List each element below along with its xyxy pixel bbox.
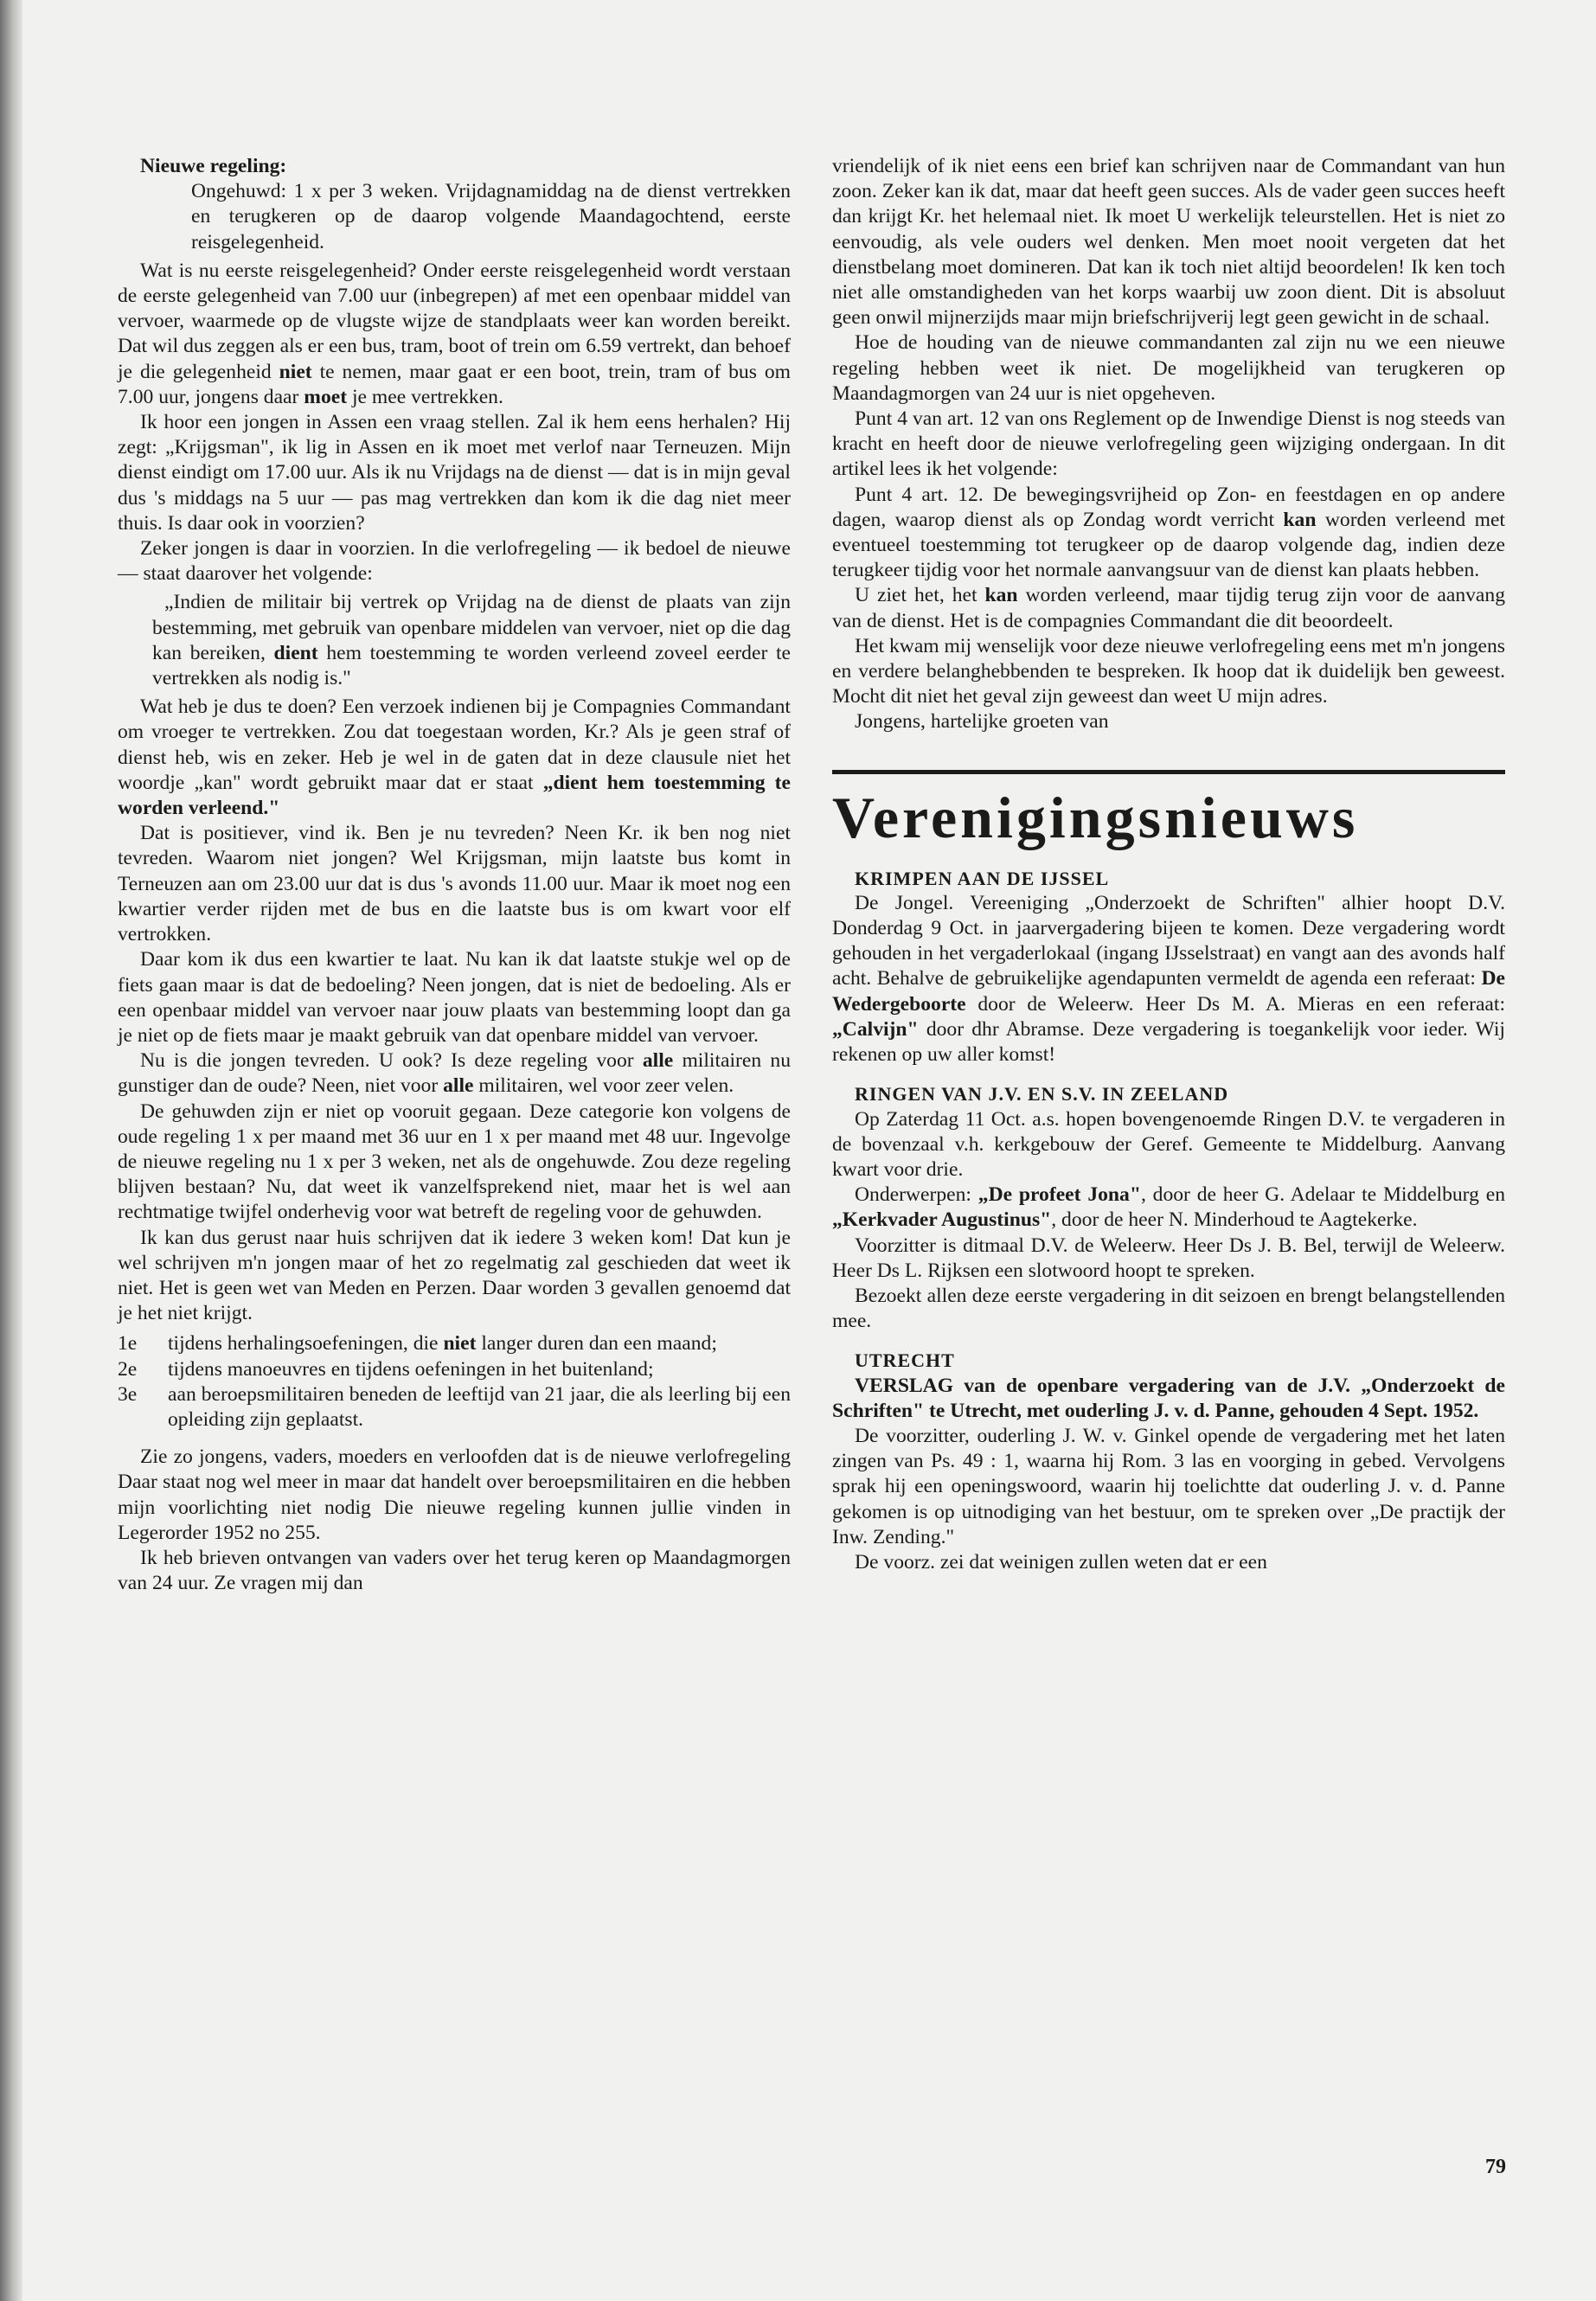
paragraph: Het kwam mij wenselijk voor deze nieuwe verlofregeling eens met m'n jongens en verdere belanghebbenden te bespreken. Ik hoop dat ik duidelijk ben geweest. Mocht dit niet het geval zijn geweest dan weet U mijn adres. <box>832 634 1505 708</box>
paragraph: vriendelijk of ik niet eens een brief kan schrijven naar de Commandant van hun zoon. Zeker kan ik dat, maar dat heeft geen succes. Als de vader geen succes heeft dan krijgt Kr. het helemaal niet. Ik moet U werkelijk teleurstellen. Het is niet zo eenvoudig, als vele ouders wel denken. Men moet nooit vergeten dat het dienstbelang moet domineren. Dat kan ik toch niet altijd beoordelen! Ik ken toch niet alle omstandigheden van het korps waarbij uw zoon dient. Dit is absoluut geen onwil mijnerzijds maar mijn briefschrijverij legt geen gewicht in de schaal. <box>832 155 1505 330</box>
section-title: KRIMPEN AAN DE IJSSEL <box>855 867 1110 889</box>
section-title: RINGEN VAN J.V. EN S.V. IN ZEELAND <box>855 1083 1229 1106</box>
right-column <box>832 154 1505 1575</box>
list-item: 1e tijdens herhalingsoefeningen, die niet langer duren dan een maand; <box>118 1332 717 1356</box>
paragraph: De voorz. zei dat weinigen zullen weten dat er een <box>855 1550 1267 1574</box>
paragraph: Wat heb je dus te doen? Een verzoek indienen bij je Compagnies Commandant om vroeger te vertrekken. Zou dat toegestaan worden, Kr.? Als je geen straf of dienst heb, wis en zeker. Heb je wel in de gaten dat in deze clausule niet het woordje „kan" wordt gebruikt maar dat er staat „dient hem toestemming te worden verleend." <box>118 695 791 820</box>
paragraph: U ziet het, het kan worden verleend, maar tijdig terug zijn voor de aanvang van de dienst. Het is de compagnies Commandant die dit beoordeelt. <box>832 584 1505 632</box>
paragraph: Op Zaterdag 11 Oct. a.s. hopen bovengenoemde Ringen D.V. te vergaderen in de bovenzaal v.h. kerkgebouw der Geref. Gemeente te Middelburg. Aanvang kwart voor drie. <box>832 1107 1505 1181</box>
masthead-title: Verenigingsnieuws <box>832 784 1359 850</box>
paragraph: Voorzitter is ditmaal D.V. de Weleerw. Heer Ds J. B. Bel, terwijl de Weleerw. Heer Ds L. Rijksen een slotwoord hoopt te spreken. <box>832 1234 1505 1282</box>
section-divider <box>832 770 1505 774</box>
paragraph: Daar kom ik dus een kwartier te laat. Nu kan ik dat laatste stukje wel op de fiets gaan maar is dat de bedoeling? Neen jongen, dat is niet de bedoeling. Als er een openbaar middel van vervoer naar jouw plaats van bestemming loopt dan ga je niet op de fiets maar je maakt gebruik van dat openbare middel van vervoer. <box>118 948 791 1047</box>
left-column <box>118 154 791 1596</box>
section-title: UTRECHT <box>855 1349 955 1372</box>
paragraph: Hoe de houding van de nieuwe commandanten zal zijn nu we een nieuwe regeling hebben weet ik niet. De mogelijkheid van terugkeren op Maandagmorgen van 24 uur is niet opgeheven. <box>832 331 1505 405</box>
section-heading: Nieuwe regeling: <box>140 155 287 177</box>
paragraph: Ik hoor een jongen in Assen een vraag stellen. Zal ik hem eens herhalen? Hij zegt: „Krijgsman", ik lig in Assen en ik moet met verlof naar Terneuzen. Mijn dienst eindigt om 17.00 uur. Als ik nu Vrijdags na de dienst — dat is in mijn geval dus 's middags na 5 uur — pas mag vertrekken dan kom ik die dag niet meer thuis. Is daar ook in voorzien? <box>118 411 791 535</box>
paragraph: Dat is positiever, vind ik. Ben je nu tevreden? Neen Kr. ik ben nog niet tevreden. Waarom niet jongen? Wel Krijgsman, mijn laatste bus komt in Terneuzen aan om 23.00 uur dat is dus 's avonds 11.00 uur. Maar ik moet nog een kwartier verder rijden met de bus en die laatste bus is om kwart voor elf vertrokken. <box>118 822 791 946</box>
paragraph: Punt 4 van art. 12 van ons Reglement op de Inwendige Dienst is nog steeds van kracht en heeft door de nieuwe verlofregeling geen wijziging ondergaan. In dit artikel lees ik het volgende: <box>832 407 1505 481</box>
paragraph: Zeker jongen is daar in voorzien. In die verlofregeling — ik bedoel de nieuwe — staat daarover het volgende: <box>118 537 791 586</box>
paragraph: De gehuwden zijn er niet op vooruit gegaan. Deze categorie kon volgens de oude regeling 1 x per maand met 36 uur en 1 x per maand met 48 uur. Ingevolge de nieuwe regeling nu 1 x per 3 weken, net als de ongehuwde. Zou deze regeling blijven bestaan? Nu, dat weet ik vanzelfsprekend niet, maar het is wel aan rechtmatige twijfel onderhevig voor wat betreft de regeling voor de gehuwden. <box>118 1099 791 1224</box>
paragraph: Ik heb brieven ontvangen van vaders over het terug keren op Maandagmorgen van 24 uur. Ze vragen mij dan <box>118 1546 791 1595</box>
paragraph: Ongehuwd: 1 x per 3 weken. Vrijdagnamiddag na de dienst vertrekken en terugkeren op de daarop volgende Maandagochtend, eerste reisgelegenheid. <box>191 180 791 253</box>
paragraph: De Jongel. Vereeniging „Onderzoekt de Schriften" alhier hoopt D.V. Donderdag 9 Oct. in jaarvergadering bijeen te komen. Deze vergadering wordt gehouden in het vergaderlokaal (ingang IJsselstraat) en vangt aan des avonds half acht. Behalve de gebruikelijke agendapunten vermeldt de agenda een referaat: De Wedergeboorte door de Weleerw. Heer Ds M. A. Mieras en een referaat: „Calvijn" door dhr Abramse. Deze vergadering is toegankelijk voor ieder. Wij rekenen op uw aller komst! <box>832 891 1506 1067</box>
paragraph: Bezoekt allen deze eerste vergadering in dit seizoen en brengt belangstellenden mee. <box>832 1284 1505 1333</box>
paragraph: Zie zo jongens, vaders, moeders en verloofden dat is de nieuwe verlofregeling Daar staat nog wel meer in maar dat handelt over beroepsmilitairen en die hebben mijn voorlichting niet nodig Die nieuwe regeling kunnen jullie vinden in Legerorder 1952 no 255. <box>118 1445 791 1544</box>
list-item: 3e aan beroepsmilitairen beneden de leeftijd van 21 jaar, die als leerling bij een opleiding zijn geplaatst. <box>118 1382 791 1431</box>
closing-line: Jongens, hartelijke groeten van <box>855 710 1109 734</box>
paragraph: Punt 4 art. 12. De bewegingsvrijheid op Zon- en feestdagen en op andere dagen, waarop dienst als op Zondag wordt verricht kan worden verleend met eventueel toestemming tot terugkeer op de daarop volgende dag, indien deze terugkeer tijdig voor het normale aanvangsuur van de dienst kan plaats hebben. <box>832 483 1505 582</box>
paragraph: Onderwerpen: „De profeet Jona", door de heer G. Adelaar te Middelburg en „Kerkvader Augustinus", door de heer N. Minderhoud te Aagtekerke. <box>832 1183 1505 1232</box>
list-item: 2e tijdens manoeuvres en tijdens oefeningen in het buitenland; <box>118 1357 654 1381</box>
page-binding-edge <box>0 0 22 2301</box>
paragraph: Nu is die jongen tevreden. U ook? Is deze regeling voor alle militairen nu gunstiger dan de oude? Neen, niet voor alle militairen, wel voor zeer velen. <box>118 1049 791 1098</box>
page-number: 79 <box>1485 2156 1506 2178</box>
paragraph: Ik kan dus gerust naar huis schrijven dat ik iedere 3 weken kom! Dat kun je wel schrijven m'n jongen maar of het zo regelmatig zal geschieden dat weet ik niet. Het is geen wet van Meden en Perzen. Daar worden 3 gevallen genoemd dat je het niet krijgt. <box>118 1226 791 1325</box>
paragraph: De voorzitter, ouderling J. W. v. Ginkel opende de vergadering met het laten zingen van Ps. 49 : 1, waarna hij Rom. 3 las en voorging in gebed. Vervolgens sprak hij een openingswoord, waarin hij toelichtte dat ouderling J. v. d. Panne gekomen is op uitnodiging van het bestuur, om te spreken over „De practijk der Inw. Zending." <box>832 1424 1505 1548</box>
quote: „Indien de militair bij vertrek op Vrijdag na de dienst de plaats van zijn bestemming, met gebruik van openbare middelen van vervoer, niet op die dag kan bereiken, dient hem toestemming te worden verleend zoveel eerder te vertrekken als nodig is." <box>152 591 791 690</box>
paragraph: Wat is nu eerste reisgelegenheid? Onder eerste reisgelegenheid wordt verstaan de eerste gelegenheid van 7.00 uur (inbegrepen) af met een openbaar middel van vervoer, waarmede op de vlugste wijze de standplaats weer kan worden bereikt. Dat wil dus zeggen als er een bus, tram, boot of trein om 6.59 vertrekt, dan behoef je die gelegenheid niet te nemen, maar gaat er een boot, trein, tram of bus om 7.00 uur, jongens daar moet je mee vertrekken. <box>118 259 791 408</box>
report-heading: VERSLAG van de openbare vergadering van de J.V. „Onderzoekt de Schriften" te Utrecht, met ouderling J. v. d. Panne, gehouden 4 Sept. 1952. <box>832 1374 1505 1422</box>
